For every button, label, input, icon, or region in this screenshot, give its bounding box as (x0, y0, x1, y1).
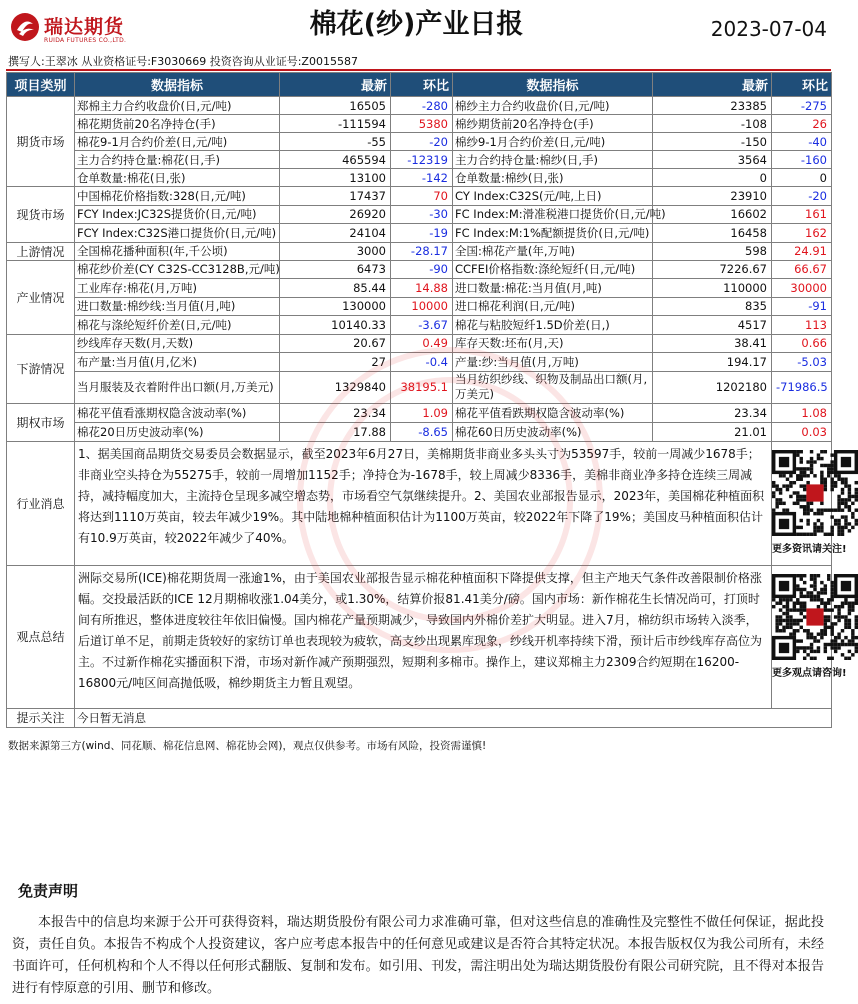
source-note: 数据来源第三方(wind、同花顺、棉花信息网、棉花协会网)，观点仅供参考。市场有风险，投资需谨慎! (8, 740, 487, 752)
change-value: -71986.5 (772, 371, 832, 403)
indicator-name: 棉花60日历史波动率(%) (453, 422, 653, 441)
latest-value: -150 (653, 133, 772, 151)
indicator-name: 棉花与涤纶短纤价差(日,元/吨) (75, 316, 280, 335)
qr-caption: 更多观点请咨询! (772, 667, 847, 679)
latest-value: 20.67 (280, 334, 391, 353)
change-value: 0.66 (772, 334, 832, 353)
change-value: 1.08 (772, 403, 832, 422)
latest-value: 17437 (280, 187, 391, 206)
table-row (7, 187, 832, 206)
latest-value: 16458 (653, 224, 772, 243)
qr-code-icon[interactable] (772, 574, 858, 660)
table-row (7, 115, 832, 133)
change-value: -12319 (391, 151, 453, 169)
latest-value: -55 (280, 133, 391, 151)
latest-value: 85.44 (280, 279, 391, 298)
change-value: -90 (391, 260, 453, 279)
indicator-name: FC Index:M:滑准税港口提货价(日,元/吨) (453, 205, 653, 224)
latest-value: 1329840 (280, 371, 391, 403)
indicator-name: 棉花与粘胶短纤1.5D价差(日,) (453, 316, 653, 335)
latest-value: 38.41 (653, 334, 772, 353)
latest-value: 23.34 (653, 403, 772, 422)
section-category: 现货市场 (7, 187, 75, 243)
industry-news-text: 1、据美国商品期货交易委员会数据显示，截至2023年6月27日，美棉期货非商业多头头寸为53597手，较前一周减少1678手；非商业空头持仓为55275手，较前一周增加1152手；净持仓为-1678手，较上周减少8336手，美棉非商业净多持仓连续三周减持，减持幅度加大，主流持仓呈现多减空增态势，市场看空气氛继续提升。2、美国农业部报告显示，2023年，美国棉花种植面积将达到1110万英亩，较去年减少19%。其中陆地棉种植面积估计为1100万英亩，较2022年下降了19%；美国皮马种植面积估计有10.9万英亩，较2022年减少了40%。 (75, 441, 772, 565)
latest-value: 23.34 (280, 403, 391, 422)
report-header (0, 0, 833, 50)
indicator-name: 仓单数量:棉纱(日,张) (453, 169, 653, 187)
change-value: -20 (772, 187, 832, 206)
col-header-indicator-2: 数据指标 (453, 73, 653, 97)
col-header-indicator: 数据指标 (75, 73, 280, 97)
change-value: 0.49 (391, 334, 453, 353)
header-divider (6, 69, 831, 71)
indicator-name: 全国棉花播种面积(年,千公顷) (75, 242, 280, 260)
col-header-latest-2: 最新 (653, 73, 772, 97)
change-value: 66.67 (772, 260, 832, 279)
table-row (7, 133, 832, 151)
change-value: -280 (391, 97, 453, 115)
indicator-name: 棉花平值看涨期权隐含波动率(%) (75, 403, 280, 422)
indicator-name: 库存天数:坯布(月,天) (453, 334, 653, 353)
latest-value: 24104 (280, 224, 391, 243)
table-row (7, 242, 832, 260)
qr-code-cell (772, 441, 847, 565)
change-value: -275 (772, 97, 832, 115)
change-value: 161 (772, 205, 832, 224)
latest-value: 21.01 (653, 422, 772, 441)
indicator-name: 当月服装及衣着附件出口额(月,万美元) (75, 371, 280, 403)
table-row (7, 316, 832, 335)
qr-code-icon[interactable] (772, 450, 858, 536)
indicator-name: 布产量:当月值(月,亿米) (75, 353, 280, 372)
change-value: -91 (772, 297, 832, 316)
latest-value: 0 (653, 169, 772, 187)
latest-value: 465594 (280, 151, 391, 169)
indicator-name: 棉花20日历史波动率(%) (75, 422, 280, 441)
indicator-name: 棉花平值看跌期权隐含波动率(%) (453, 403, 653, 422)
table-row (7, 297, 832, 316)
change-value: -30 (391, 205, 453, 224)
indicator-name: 棉花期货前20名净持仓(手) (75, 115, 280, 133)
change-value: -28.17 (391, 242, 453, 260)
indicator-name: 进口数量:棉花:当月值(月,吨) (453, 279, 653, 298)
latest-value: 110000 (653, 279, 772, 298)
table-row (7, 353, 832, 372)
change-value: 10000 (391, 297, 453, 316)
table-row (7, 151, 832, 169)
latest-value: 598 (653, 242, 772, 260)
change-value: 38195.1 (391, 371, 453, 403)
section-category: 上游情况 (7, 242, 75, 260)
author-line: 撰写人:王翠冰 从业资格证号:F3030669 投资咨询从业证号:Z0015587 (8, 55, 358, 68)
indicator-name: 工业库存:棉花(月,万吨) (75, 279, 280, 298)
report-title: 棉花(纱)产业日报 (309, 9, 524, 40)
report-date: 2023-07-04 (710, 17, 827, 41)
indicator-name: 郑棉主力合约收盘价(日,元/吨) (75, 97, 280, 115)
indicator-name: 棉纱主力合约收盘价(日,元/吨) (453, 97, 653, 115)
logo-text-cn: 瑞达期货 (44, 16, 125, 38)
change-value: -8.65 (391, 422, 453, 441)
col-header-category: 项目类别 (7, 73, 75, 97)
table-row (7, 334, 832, 353)
indicator-name: 仓单数量:棉花(日,张) (75, 169, 280, 187)
change-value: -5.03 (772, 353, 832, 372)
table-row (7, 422, 832, 441)
indicator-name: CCFEI价格指数:涤纶短纤(日,元/吨) (453, 260, 653, 279)
change-value: -142 (391, 169, 453, 187)
change-value: -3.67 (391, 316, 453, 335)
indicator-name: 当月纺织纱线、织物及制品出口额(月,万美元) (453, 371, 653, 403)
indicator-name: 棉花纱价差(CY C32S-CC3128B,元/吨) (75, 260, 280, 279)
qr-code-cell (772, 565, 847, 708)
indicator-name: 进口棉花利润(日,元/吨) (453, 297, 653, 316)
qr-caption: 更多资讯请关注! (772, 543, 847, 555)
section-category: 观点总结 (7, 565, 75, 708)
change-value: -40 (772, 133, 832, 151)
change-value: 70 (391, 187, 453, 206)
change-value: 162 (772, 224, 832, 243)
col-header-change-2: 环比 (772, 73, 832, 97)
indicator-name: 主力合约持仓量:棉纱(日,手) (453, 151, 653, 169)
indicator-name: 进口数量:棉纱线:当月值(月,吨) (75, 297, 280, 316)
latest-value: 23910 (653, 187, 772, 206)
section-category: 产业情况 (7, 260, 75, 334)
section-category: 期货市场 (7, 97, 75, 187)
change-value: 30000 (772, 279, 832, 298)
table-row (7, 441, 832, 565)
indicator-name: 全国:棉花产量(年,万吨) (453, 242, 653, 260)
logo-text-en: RUIDA FUTURES CO.,LTD. (44, 37, 127, 44)
change-value: -20 (391, 133, 453, 151)
latest-value: -111594 (280, 115, 391, 133)
indicator-name: 棉纱期货前20名净持仓(手) (453, 115, 653, 133)
latest-value: 16505 (280, 97, 391, 115)
table-row (7, 371, 832, 403)
indicator-name: FCY Index:JC32S提货价(日,元/吨) (75, 205, 280, 224)
col-header-change: 环比 (391, 73, 453, 97)
latest-value: 13100 (280, 169, 391, 187)
latest-value: 16602 (653, 205, 772, 224)
section-category: 行业消息 (7, 441, 75, 565)
table-row (7, 260, 832, 279)
indicator-name: FC Index:M:1%配额提货价(日,元/吨) (453, 224, 653, 243)
disclaimer-title: 免责声明 (18, 882, 79, 900)
latest-value: 10140.33 (280, 316, 391, 335)
col-header-latest: 最新 (280, 73, 391, 97)
table-header-row (7, 73, 832, 97)
latest-value: 17.88 (280, 422, 391, 441)
change-value: 24.91 (772, 242, 832, 260)
latest-value: 1202180 (653, 371, 772, 403)
table-row (7, 279, 832, 298)
indicator-name: 产量:纱:当月值(月,万吨) (453, 353, 653, 372)
data-table (6, 72, 847, 728)
section-category: 期权市场 (7, 403, 75, 441)
latest-value: 7226.67 (653, 260, 772, 279)
disclaimer-body: 本报告中的信息均来源于公开可获得资料，瑞达期货股份有限公司力求准确可靠，但对这些信息的准确性及完整性不做任何保证，据此投资，责任自负。本报告不构成个人投资建议，客户应考虑本报告中的任何意见或建议是否符合其特定状况。本报告版权仅为我公司所有，未经书面许可，任何机构和个人不得以任何形式翻版、复制和发布。如引用、刊发，需注明出处为瑞达期货股份有限公司研究院，且不得对本报告进行有悖原意的引用、删节和修改。 (12, 915, 824, 996)
change-value: -0.4 (391, 353, 453, 372)
table-row (7, 205, 832, 224)
tips-text: 今日暂无消息 (75, 708, 832, 727)
indicator-name: CY Index:C32S(元/吨,上日) (453, 187, 653, 206)
latest-value: 4517 (653, 316, 772, 335)
indicator-name: 纱线库存天数(月,天数) (75, 334, 280, 353)
latest-value: 3564 (653, 151, 772, 169)
indicator-name: 棉纱9-1月合约价差(日,元/吨) (453, 133, 653, 151)
latest-value: -108 (653, 115, 772, 133)
change-value: 5380 (391, 115, 453, 133)
change-value: -19 (391, 224, 453, 243)
change-value: 113 (772, 316, 832, 335)
change-value: 1.09 (391, 403, 453, 422)
change-value: -160 (772, 151, 832, 169)
table-row (7, 565, 832, 708)
latest-value: 194.17 (653, 353, 772, 372)
indicator-name: 棉花9-1月合约价差(日,元/吨) (75, 133, 280, 151)
latest-value: 130000 (280, 297, 391, 316)
indicator-name: 主力合约持仓量:棉花(日,手) (75, 151, 280, 169)
table-row (7, 403, 832, 422)
table-row (7, 97, 832, 115)
table-row (7, 224, 832, 243)
table-row (7, 708, 832, 727)
latest-value: 27 (280, 353, 391, 372)
change-value: 26 (772, 115, 832, 133)
table-row (7, 169, 832, 187)
change-value: 0 (772, 169, 832, 187)
section-category: 下游情况 (7, 334, 75, 403)
change-value: 0.03 (772, 422, 832, 441)
latest-value: 23385 (653, 97, 772, 115)
section-category: 提示关注 (7, 708, 75, 727)
indicator-name: 中国棉花价格指数:328(日,元/吨) (75, 187, 280, 206)
change-value: 14.88 (391, 279, 453, 298)
latest-value: 6473 (280, 260, 391, 279)
indicator-name: FCY Index:C32S港口提货价(日,元/吨) (75, 224, 280, 243)
latest-value: 835 (653, 297, 772, 316)
latest-value: 26920 (280, 205, 391, 224)
view-summary-text: 洲际交易所(ICE)棉花期货周一涨逾1%，由于美国农业部报告显示棉花种植面积下降提供支撑，但主产地天气条件改善限制价格涨幅。交投最活跃的ICE 12月期棉收涨1.04美分，或1.30%，结算价报81.41美分/磅。国内市场：新作棉花生长情况尚可，打顶时间有所推迟，整体进度较往年依旧偏慢。国内棉花产量预期减少，导致国内外棉价差扩大明显。进入7月，棉纺织市场转入淡季，后道订单不足，前期走货较好的家纺订单也表现较为疲软，高支纱出现累库现象，纱线开机率持续下滑，预计后市纱线库存高位为主。不过新作棉花实播面积下滑，市场对新作减产预期强烈，短期利多棉市。操作上，建议郑棉主力2309合约短期在16200-16800元/吨区间高抛低吸，棉纱期货主力暂且观望。 (75, 565, 772, 708)
latest-value: 3000 (280, 242, 391, 260)
